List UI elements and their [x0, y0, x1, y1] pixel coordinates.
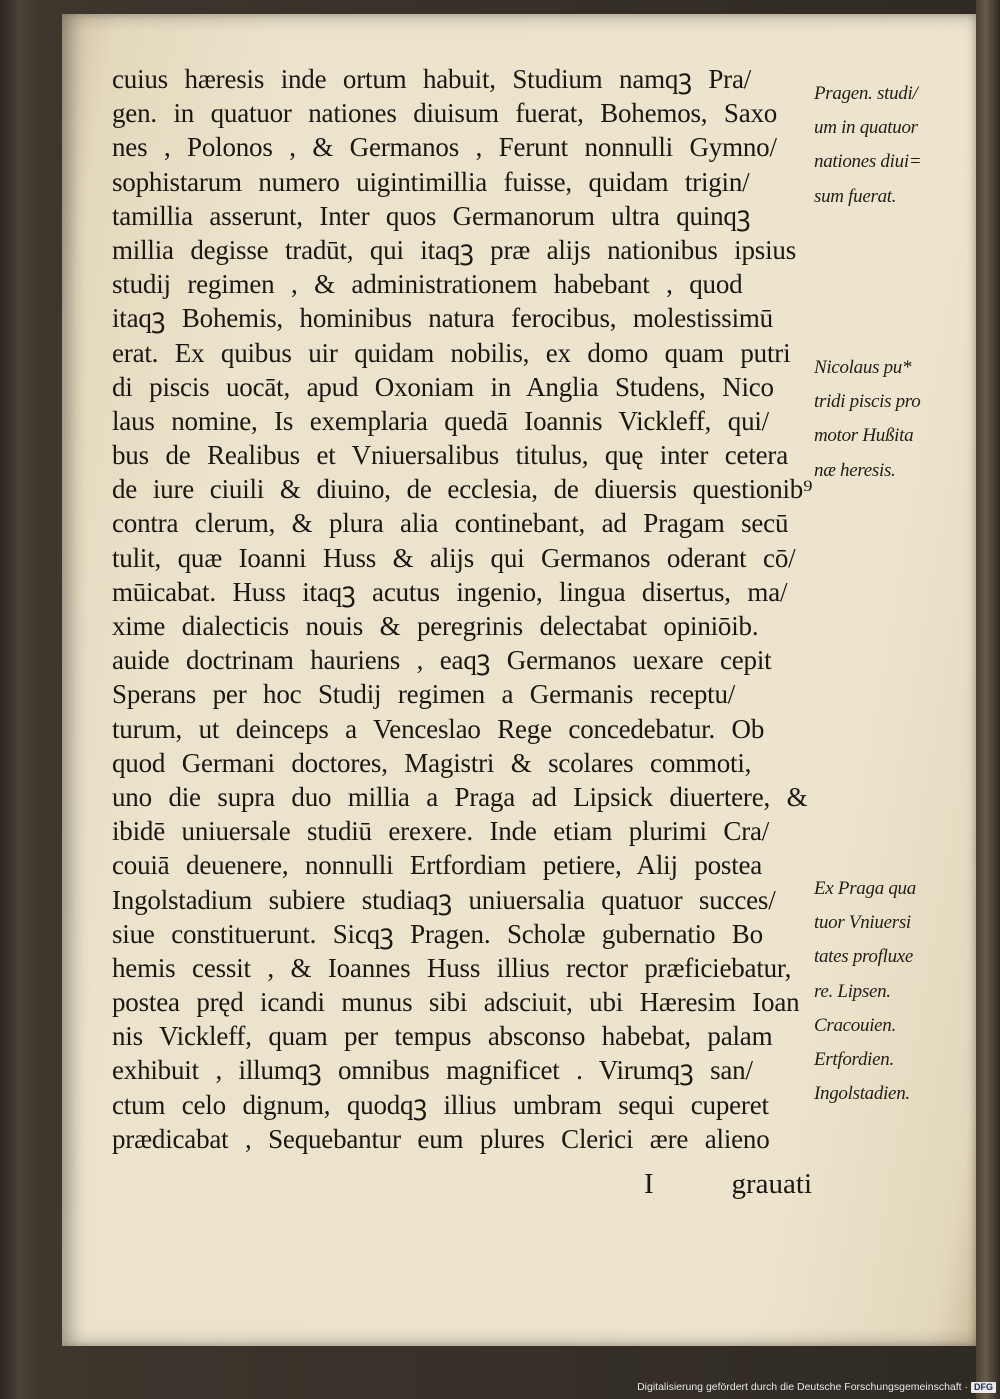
text-line: siue constituerunt. Sicqꝫ Pragen. Scholæ gubernatio Bo	[112, 918, 763, 949]
text-line: prædicabat , Sequebantur eum plures Clerici ære alieno	[112, 1123, 770, 1154]
marginal-note-line: nationes diui=	[814, 151, 922, 173]
main-text-block	[112, 62, 812, 1156]
marginal-note-line: Ingolstadien.	[814, 1083, 910, 1105]
marginal-note-line: tates profluxe	[814, 946, 914, 968]
marginal-note-line: Cracouien.	[814, 1014, 896, 1036]
text-line: contra clerum, & plura alia continebant, ad Pragam secū	[112, 508, 789, 539]
text-line: de iure ciuili & diuino, de ecclesia, de diuersis questionib⁹	[112, 474, 813, 505]
text-line: nes , Polonos , & Germanos , Ferunt nonnulli Gymno/	[112, 132, 777, 163]
text-line: cuius hæresis inde ortum habuit, Studium namqꝫ Pra/	[112, 64, 752, 94]
text-line: ctum celo dignum, quodqꝫ illius umbram sequi cuperet	[112, 1089, 769, 1120]
book-edge	[976, 0, 1000, 1399]
text-line: exhibuit , illumqꝫ omnibus magnificet . Virumqꝫ san/	[112, 1055, 753, 1086]
text-line: turum, ut deinceps a Venceslao Rege concedebatur. Ob	[112, 713, 765, 744]
text-line: laus nomine, Is exemplaria quedā Ioannis Vickleff, qui/	[112, 405, 769, 436]
text-line: di piscis uocāt, apud Oxoniam in Anglia Studens, Nico	[112, 371, 774, 402]
marginal-note-line: Ex Praga qua	[814, 878, 916, 899]
marginal-note-prague-study	[814, 77, 964, 214]
text-line: sophistarum numero uigintimillia fuisse, quidam trigin/	[112, 166, 750, 197]
text-line: tulit, quæ Ioanni Huss & alijs qui Germanos oderant cō/	[112, 542, 796, 573]
marginal-note-nicolaus	[814, 351, 964, 488]
text-line: xime dialecticis nouis & peregrinis delectabat opiniōib.	[112, 611, 759, 641]
marginal-note-line: tuor Vniuersi	[814, 912, 911, 934]
text-line: nis Vickleff, quam per tempus absconso habebat, palam	[112, 1021, 773, 1052]
catchword: grauati	[731, 1168, 812, 1200]
marginal-note-line: Ertfordien.	[814, 1048, 894, 1070]
text-line: uno die supra duo millia a Praga ad Lipsick diuertere, &	[112, 781, 808, 812]
text-line: erat. Ex quibus uir quidam nobilis, ex domo quam putri	[112, 337, 791, 368]
dfg-logo: DFG	[971, 1382, 996, 1393]
marginal-note-line: tridi piscis pro	[814, 391, 921, 413]
text-line: couiā deuenere, nonnulli Ertfordiam petiere, Alij postea	[112, 850, 763, 881]
text-line: Sperans per hoc Studij regimen a Germanis receptu/	[112, 679, 736, 710]
text-line: quod Germani doctores, Magistri & scolares commoti,	[112, 747, 752, 778]
text-line: postea pręd icandi munus sibi adsciuit, ubi Hæresim Ioan	[112, 987, 800, 1018]
digitization-footer	[600, 1378, 996, 1396]
footer-text: Digitalisierung gefördert durch die Deutsche Forschungsgemeinschaft ·	[637, 1381, 968, 1393]
text-line: studij regimen , & administrationem habebant , quod	[112, 269, 743, 300]
text-line: auide doctrinam hauriens , eaqꝫ Germanos uexare cepit	[112, 645, 772, 676]
text-line: gen. in quatuor nationes diuisum fuerat, Bohemos, Saxo	[112, 98, 778, 129]
text-line: hemis cessit , & Ioannes Huss illius rector præficiebatur,	[112, 952, 792, 983]
signature-mark: I	[644, 1168, 654, 1200]
text-line: itaqꝫ Bohemis, hominibus natura ferocibus, molestissimū	[112, 303, 773, 334]
marginal-note-line: Pragen. studi/	[814, 83, 918, 104]
text-line: bus de Realibus et Vniuersalibus titulus, quę inter cetera	[112, 440, 789, 471]
text-line: millia degisse tradūt, qui itaqꝫ præ alijs nationibus ipsius	[112, 234, 796, 265]
marginal-note-line: motor Hußita	[814, 425, 914, 447]
text-line: ibidē uniuersale studiū erexere. Inde etiam plurimi Cra/	[112, 816, 770, 847]
marginal-note-line: re. Lipsen.	[814, 980, 891, 1002]
text-line: Ingolstadium subiere studiaqꝫ uniuersalia quatuor succes/	[112, 884, 776, 915]
marginal-note-line: næ heresis.	[814, 459, 896, 481]
marginal-note-universities	[814, 872, 964, 1111]
marginal-note-line: sum fuerat.	[814, 185, 897, 207]
catch-line	[112, 1166, 812, 1202]
marginal-note-line: Nicolaus pu*	[814, 357, 912, 378]
text-line: tamillia asserunt, Inter quos Germanorum ultra quinqꝫ	[112, 200, 751, 231]
marginal-note-line: um in quatuor	[814, 117, 918, 139]
text-line: mūicabat. Huss itaqꝫ acutus ingenio, lingua disertus, ma/	[112, 576, 788, 607]
